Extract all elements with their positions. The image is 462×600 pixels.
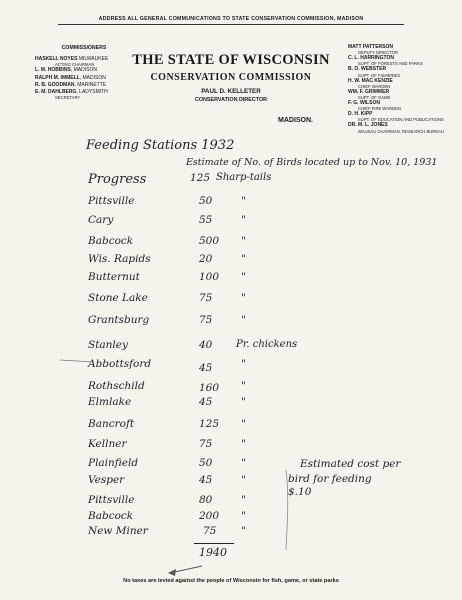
station-count: 80 [199, 494, 213, 506]
commissioner-name: HASKELL NOYES [35, 56, 78, 63]
commissioner-place: LADYSMITH [79, 89, 108, 96]
ditto-mark: " [241, 474, 246, 486]
header-divider [58, 24, 404, 25]
ditto-mark: " [241, 358, 246, 370]
address-line: ADDRESS ALL GENERAL COMMUNICATIONS TO STATE CONSERVATION COMMISSION, MADISON [98, 16, 364, 22]
commissioners-header: COMMISSIONERS [61, 45, 107, 51]
commissioner-role: ACTING CHAIRMAN [55, 62, 95, 68]
ditto-mark: " [241, 195, 246, 207]
pencil-stroke [286, 470, 288, 550]
ditto-mark: " [241, 457, 246, 469]
staff-role: SUPT. OF FORESTS AND PARKS [358, 61, 423, 67]
station-name: Wis. Rapids [88, 253, 151, 265]
letterhead-title: THE STATE OF WISCONSIN [132, 52, 330, 68]
station-name: Pittsville [88, 494, 135, 506]
station-count: 75 [199, 438, 213, 450]
station-name: Elmlake [88, 396, 132, 408]
ditto-mark: " [241, 510, 246, 522]
ditto-mark: " [241, 214, 246, 226]
commissioner-entry: RALPH M. IMMELL, MADISON [35, 74, 106, 81]
station-name: Babcock [88, 235, 134, 247]
station-name: Grantsburg [88, 314, 150, 326]
ditto-mark: " [241, 494, 246, 506]
staff-entry [348, 44, 448, 55]
commissioner-entry [35, 56, 133, 67]
staff-name: WM. F. GRIMMER [348, 88, 390, 95]
station-count: 45 [199, 396, 213, 408]
commissioner-entry: R. B. GOODMAN, MARINETTE [35, 81, 107, 88]
pencil-stroke [60, 360, 94, 362]
station-name: Bancroft [88, 418, 135, 430]
station-count: 75 [203, 525, 217, 537]
station-count: 75 [199, 314, 213, 326]
ditto-mark: " [241, 271, 246, 283]
ditto-mark: " [241, 396, 246, 408]
station-count: 500 [199, 235, 220, 247]
director-name: PAUL D. KELLETER [201, 88, 261, 95]
staff-role: WAUSAU CHAIRMAN, RESEARCH BUREAU [358, 128, 444, 134]
station-row [0, 214, 462, 232]
staff-name: D. H. KIPP [348, 111, 373, 118]
station-count: 45 [199, 474, 213, 486]
cost-value: $.10 [288, 486, 312, 498]
commissioner-entry: L. M. HOBBINS, MADISON [35, 67, 97, 74]
station-count: 75 [199, 292, 213, 304]
staff-role: SUPT. OF FISHERIES [358, 72, 401, 78]
ditto-mark: " [241, 314, 246, 326]
station-name: Stone Lake [88, 292, 148, 304]
station-row [0, 271, 462, 289]
station-count: 45 [199, 362, 213, 374]
staff-name: F. G. WILSON [348, 100, 380, 107]
ditto-mark: " [241, 418, 246, 430]
letterhead-subtitle: CONSERVATION COMMISSION [150, 72, 312, 83]
ditto-mark: " [241, 292, 246, 304]
staff-entry [348, 111, 448, 122]
staff-name: H. W. MAC KENZIE [348, 77, 393, 84]
staff-entry [348, 122, 448, 133]
staff-entry [348, 100, 448, 111]
estimate-caption: Estimate of No. of Birds located up to Nov. 10, 1931 [186, 157, 438, 168]
city-line: MADISON. [278, 117, 313, 124]
station-row [0, 235, 462, 253]
commissioner-place: MADISON [82, 74, 106, 81]
staff-role: CHIEF WARDEN [358, 83, 391, 89]
commissioner-entry: E. M. DAHLBERG, LADYSMITH SECRETARY [35, 89, 133, 100]
ditto-mark: " [241, 235, 246, 247]
cost-note-line-2: bird for feeding [288, 473, 372, 485]
pencil-marks [50, 300, 462, 580]
station-note: Pr. chickens [236, 339, 298, 350]
station-name: Plainfield [88, 457, 139, 469]
footer-note: No taxes are levied against the people of Wisconsin for fish, game, or state parks [123, 578, 339, 584]
station-count: 20 [199, 253, 213, 265]
station-count: 160 [199, 382, 220, 394]
station-name: Pittsville [88, 195, 135, 207]
station-name: Abbottsford [88, 358, 152, 370]
station-row [0, 195, 462, 213]
total-count: 1940 [199, 546, 227, 559]
station-row [0, 253, 462, 271]
staff-name: MATT PATTERSON [348, 44, 393, 50]
commissioner-name: RALPH M. IMMELL [35, 74, 80, 81]
staff-role: SUPT. OF GAME [358, 95, 391, 101]
station-count: 200 [199, 510, 220, 522]
commissioner-name: R. B. GOODMAN [35, 81, 75, 88]
staff-entry [348, 78, 448, 89]
station-count: 125 [199, 418, 220, 430]
station-name: New Miner [88, 525, 148, 537]
station-count: 125 [190, 172, 211, 184]
staff-name: C. L. HARRINGTON [348, 55, 395, 62]
station-name: Vesper [88, 474, 125, 486]
staff-entry [348, 55, 448, 66]
station-name: Progress [88, 172, 147, 187]
director-title: CONSERVATION DIRECTOR [194, 97, 268, 103]
station-name: Babcock [88, 510, 134, 522]
commissioner-name: E. M. DAHLBERG [35, 89, 77, 96]
staff-role: CHIEF FIRE WARDEN [358, 106, 401, 112]
station-name: Rothschild [88, 380, 145, 392]
staff-role: SUPT. OF EDUCATION AND PUBLICATIONS [358, 117, 444, 123]
commissioner-place: MARINETTE [77, 81, 107, 88]
staff-role: DEPUTY DIRECTOR [358, 50, 398, 56]
commissioner-role: SECRETARY [55, 95, 81, 101]
commissioner-name: L. M. HOBBINS [35, 67, 71, 74]
ditto-mark: " [241, 253, 246, 265]
ditto-mark: " [241, 525, 246, 537]
station-count: 100 [199, 271, 220, 283]
staff-entry [348, 89, 448, 100]
ditto-mark: " [241, 438, 246, 450]
station-count: 50 [199, 457, 213, 469]
staff-name: B. O. WEBSTER [348, 66, 387, 73]
arrow-head [168, 569, 176, 576]
station-note: Sharp-tails [216, 172, 272, 183]
station-name: Stanley [88, 339, 128, 351]
station-count: 55 [199, 214, 213, 226]
staff-list [348, 44, 448, 134]
station-name: Butternut [88, 271, 140, 283]
station-count: 40 [199, 339, 213, 351]
ditto-mark: " [241, 380, 246, 392]
commissioners-list [35, 45, 133, 100]
commissioner-place: MADISON [73, 67, 97, 74]
staff-name: DR. M. L. JONES [348, 122, 388, 129]
commissioner-place: MILWAUKEE [78, 56, 109, 63]
station-name: Cary [88, 214, 114, 226]
cost-note-line-1: Estimated cost per [300, 458, 401, 470]
station-count: 50 [199, 195, 213, 207]
station-row [0, 172, 462, 190]
notes-heading: Feeding Stations 1932 [86, 138, 235, 153]
station-name: Kellner [88, 438, 127, 450]
staff-entry [348, 66, 448, 77]
